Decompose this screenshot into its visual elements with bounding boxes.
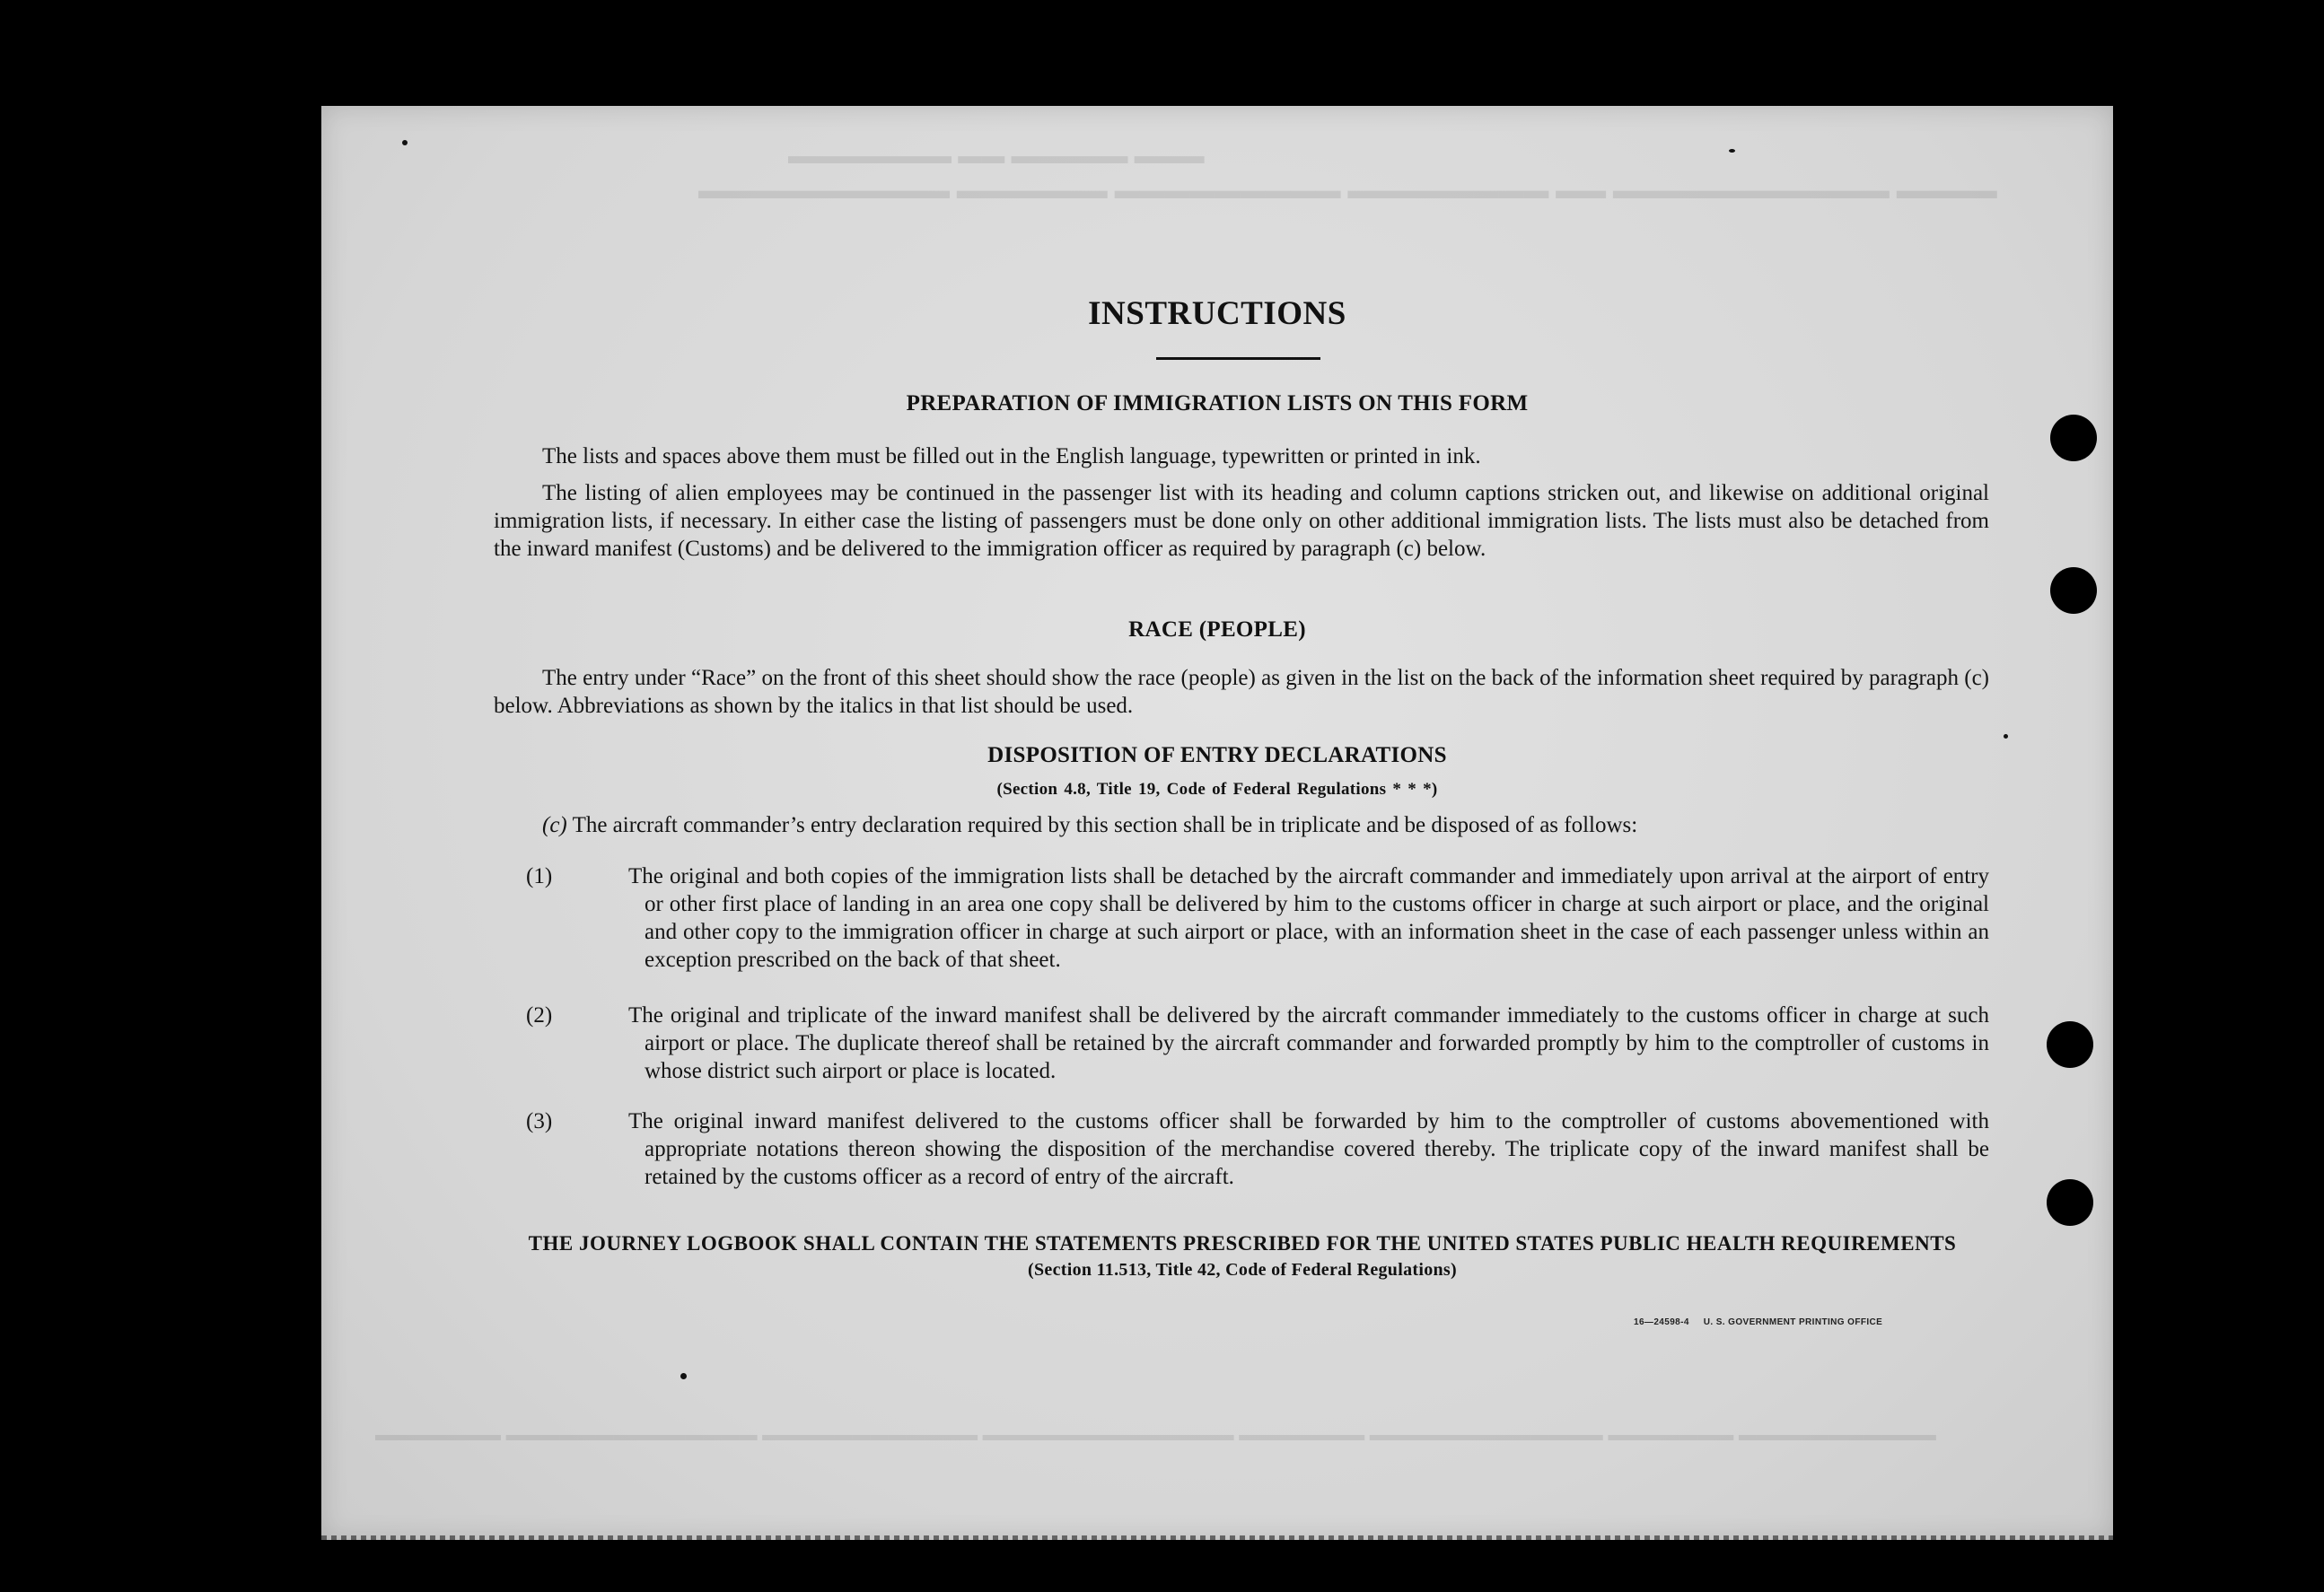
torn-bottom-edge [321,1535,2113,1540]
list-item [526,1002,1989,1085]
paragraph-filling-instructions: The lists and spaces above them must be filled out in the English language, typewritten or printed in ink. [542,444,1481,468]
printing-office-imprint [1634,1317,1882,1327]
list-item-text: The original and triplicate of the inward manifest shall be delivered by the aircraft commander immediately to the customs officer in charge at such airport or place. The duplicate thereof shall be retained by the aircraft commander and forwarded promptly by him to the comptroller of customs in whose district such airport or place is located. [628,1003,1989,1083]
paragraph-c-label: (c) [542,813,567,837]
paragraph-alien-employees: The listing of alien employees may be continued in the passenger list with its heading and column captions stricken out, and likewise on additional original immigration lists, if necessary. In either case the listing of passengers must be done only on other additional immigration lists. The lists must also be detached from the inward manifest (Customs) and be delivered to the immigration officer as required by paragraph (c) below. [494,481,1989,561]
paragraph-c-text: The aircraft commander’s entry declaration required by this section shall be in triplicate and be disposed of as follows: [572,813,1638,837]
ink-speck [402,140,408,145]
list-item [526,862,1989,974]
list-item [526,1107,1989,1191]
bleed-through-lines: ▬▬▬▬▬▬▬▬▬▬▬ ▬▬▬▬▬▬▬ ▬▬▬▬▬▬▬▬▬▬▬▬▬ ▬▬▬▬▬▬▬ ▬▬▬▬▬▬▬▬▬▬▬▬▬▬ ▬▬▬▬▬▬▬▬▬▬▬▬ ▬▬▬▬▬▬▬▬▬▬▬▬▬▬ ▬▬▬▬▬▬▬ [375,1425,1936,1445]
imprint-office: U. S. GOVERNMENT PRINTING OFFICE [1703,1317,1883,1327]
footer-regulation-citation: (Section 11.513, Title 42, Code of Federal Regulations) [1028,1260,1457,1280]
list-item-number: (3) [526,1109,553,1133]
ink-speck [680,1373,687,1379]
punch-hole [2050,567,2097,614]
document-page [321,106,2113,1540]
list-item-text: The original inward manifest delivered to the customs officer shall be forwarded by him to the comptroller of customs abovementioned with appropriate notations thereon showing the disposition of the merchandise covered thereby. The triplicate copy of the inward manifest shall be retained by the customs officer as a record of entry of the aircraft. [628,1109,1989,1189]
imprint-form-code: 16—24598-4 [1634,1317,1689,1327]
section-subheading-regulation: (Section 4.8, Title 19, Code of Federal Regulations * * *) [996,780,1438,799]
section-heading-race: RACE (PEOPLE) [1128,617,1306,642]
bleed-through-subheader: ▬▬▬▬ ▬▬▬▬▬▬▬▬▬▬▬ ▬▬ ▬▬▬▬▬▬▬▬ ▬▬▬▬▬▬▬▬▬ ▬▬▬▬▬▬ ▬▬▬▬▬▬▬▬▬▬ [698,176,1997,204]
section-heading-disposition: DISPOSITION OF ENTRY DECLARATIONS [987,743,1447,767]
ink-speck [1729,149,1735,153]
list-item-number: (2) [526,1003,553,1028]
bleed-through-header: ▬▬▬ ▬▬▬▬▬ ▬▬ ▬▬▬▬▬▬▬ [788,142,1205,169]
punch-hole [2047,1021,2093,1068]
section-heading-preparation: PREPARATION OF IMMIGRATION LISTS ON THIS FORM [906,391,1529,415]
list-item-text: The original and both copies of the immigration lists shall be detached by the aircraft commander and immediately upon arrival at the airport of entry or other first place of landing in an area one copy shall be delivered by him to the customs officer in charge at such airport or place, and the original and other copy to the immigration officer in charge at such airport or place, with an information sheet in the case of each passenger unless within an exception prescribed on the back of that sheet. [628,864,1989,972]
paragraph-c-intro [542,811,1989,839]
ink-speck [2004,734,2008,739]
punch-hole [2047,1179,2093,1226]
page-title: INSTRUCTIONS [1088,295,1346,332]
paragraph-race-entry: The entry under “Race” on the front of this sheet should show the race (people) as given in the list on the back of the information sheet required by paragraph (c) below. Abbreviations as shown by the italics in that list should be used. [494,666,1989,718]
list-item-number: (1) [526,864,553,888]
title-underline [1156,357,1320,360]
punch-hole [2050,415,2097,461]
footer-health-requirements: THE JOURNEY LOGBOOK SHALL CONTAIN THE STATEMENTS PRESCRIBED FOR THE UNITED STATES PUBLIC HEALTH REQUIREMENTS [528,1232,1957,1255]
